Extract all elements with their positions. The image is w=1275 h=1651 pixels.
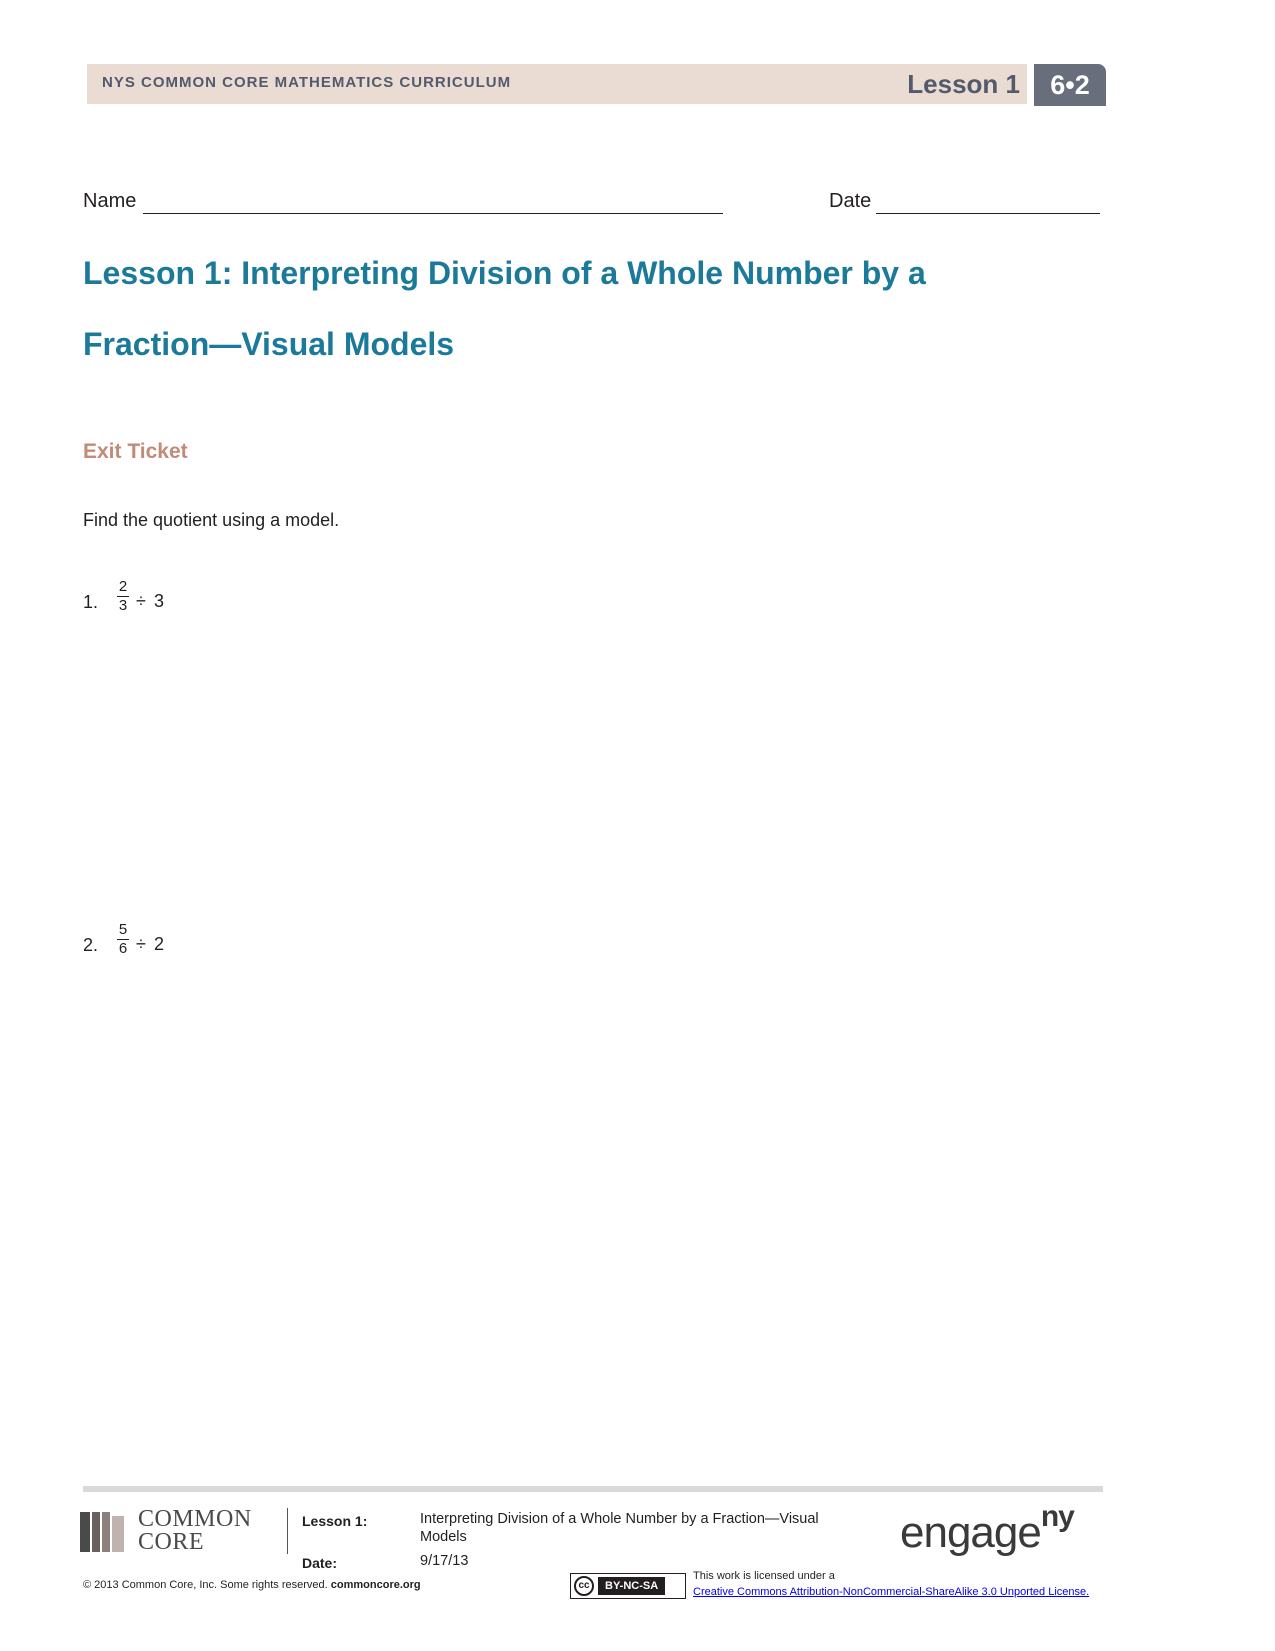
name-field[interactable] <box>143 213 723 214</box>
footer-lesson-title: Interpreting Division of a Whole Number by a Fraction—Visual Models <box>420 1511 819 1545</box>
cc-terms: BY-NC-SA <box>598 1577 665 1595</box>
logo-line-2: CORE <box>138 1529 205 1555</box>
copyright <box>83 1579 421 1591</box>
common-core-logo-text <box>138 1508 252 1554</box>
problem-1-operator: ÷ <box>136 591 146 611</box>
footer-rule <box>83 1486 1103 1492</box>
problem-2-number: 2. <box>83 935 99 955</box>
date-label: Date <box>829 190 872 212</box>
footer-date-label: Date: <box>302 1555 338 1571</box>
problem-1-numerator: 2 <box>118 578 128 595</box>
instructions: Find the quotient using a model. <box>83 510 340 530</box>
problem-1-denominator: 3 <box>118 597 128 614</box>
footer-divider <box>287 1508 288 1554</box>
problem-2-divisor: 2 <box>154 934 165 954</box>
problem-1-divisor: 3 <box>154 591 165 611</box>
problem-2-fraction <box>115 922 131 957</box>
exit-ticket-heading: Exit Ticket <box>83 440 188 463</box>
problem-1-number: 1. <box>83 592 99 612</box>
cc-icon: cc <box>574 1576 594 1596</box>
problem-2-operator: ÷ <box>136 934 146 954</box>
copyright-text: © 2013 Common Core, Inc. Some rights reserved. <box>83 1579 328 1591</box>
common-core-logo-icon <box>80 1512 126 1552</box>
date-field[interactable] <box>876 213 1100 214</box>
problem-2-denominator: 6 <box>118 940 128 957</box>
brand-text: engage <box>900 1508 1041 1557</box>
lesson-title-line-1: Lesson 1: Interpreting Division of a Whole Number by a <box>83 255 926 291</box>
lesson-title-line-2: Fraction—Visual Models <box>83 326 455 362</box>
grade-module-badge: 6•2 <box>1034 64 1106 106</box>
problem-2-numerator: 5 <box>118 921 128 938</box>
name-label: Name <box>83 190 137 212</box>
license-prefix: This work is licensed under a <box>693 1570 835 1582</box>
engage-ny-logo <box>900 1500 1074 1558</box>
brand-superscript: ny <box>1040 1500 1074 1533</box>
creative-commons-badge[interactable] <box>570 1573 686 1599</box>
problem-1-fraction <box>115 579 131 614</box>
license-link[interactable]: Creative Commons Attribution-NonCommercial-ShareAlike 3.0 Unported License. <box>693 1586 1090 1598</box>
footer-lesson-label: Lesson 1: <box>302 1513 368 1529</box>
copyright-site: commoncore.org <box>330 1579 421 1591</box>
lesson-tag: Lesson 1 <box>907 69 1020 99</box>
logo-line-1: COMMON <box>138 1506 252 1532</box>
footer-date-value: 9/17/13 <box>420 1553 469 1569</box>
curriculum-title: NYS COMMON CORE MATHEMATICS CURRICULUM <box>102 74 512 91</box>
